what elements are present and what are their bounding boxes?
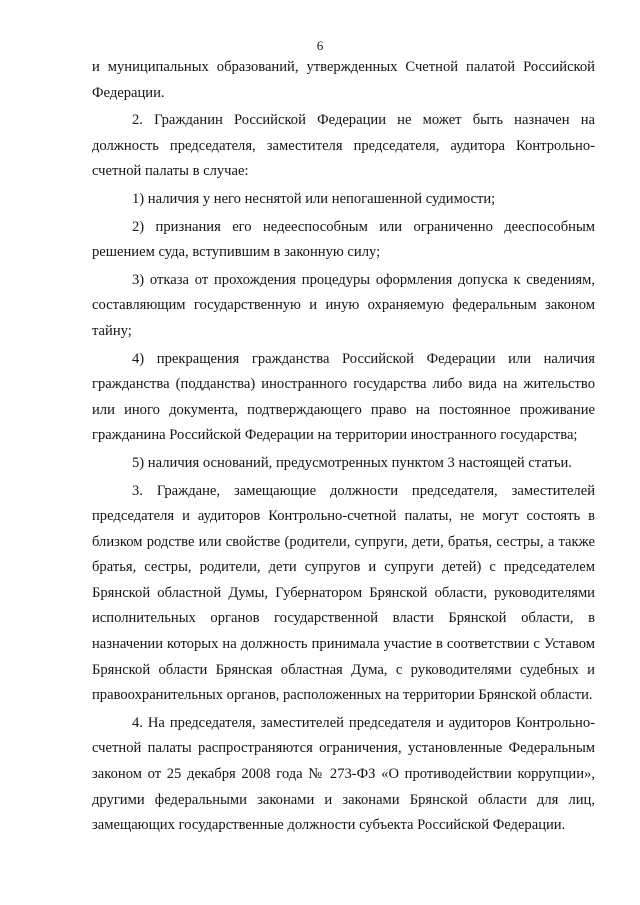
paragraph-continuation: и муниципальных образований, утвержденных Счетной палатой Российской Федерации. [92, 59, 595, 101]
paragraph-item-3: 3) отказа от прохождения процедуры оформления допуска к сведениям, составляющим государственную и иную охраняемую федеральным законом тайну; [92, 271, 595, 339]
body-text [92, 55, 595, 839]
paragraph-item-1: 1) наличия у него неснятой или непогашенной судимости; [132, 190, 496, 207]
paragraph-clause-3: 3. Граждане, замещающие должности председателя, заместителей председателя и аудиторов Контрольно-счетной палаты, не могут состоять в близком родстве или свойстве (родители, супруги, дети, братья, сестры, а также братья, сестры, родители, дети супругов и супруги детей) с председателем Брянской областной Думы, Губернатором Брянской области, руководителями исполнительных органов государственной власти Брянской области, в назначении которых на должность принимала участие в соответствии с Уставом Брянской области Брянская областная Дума, с руководителями судебных и правоохранительных органов, расположенных на территории Брянской области. [92, 482, 595, 704]
page-number: 6 [316, 38, 324, 53]
paragraph-clause-2: 2. Гражданин Российской Федерации не может быть назначен на должность председателя, заместителя председателя, аудитора Контрольно-счетной палаты в случае: [92, 112, 595, 180]
paragraph-item-5: 5) наличия оснований, предусмотренных пунктом 3 настоящей статьи. [132, 454, 572, 471]
paragraph-item-2: 2) признания его недееспособным или ограниченно дееспособным решением суда, вступившим в законную силу; [92, 218, 595, 261]
paragraph-item-4: 4) прекращения гражданства Российской Федерации или наличия гражданства (подданства) иностранного государства либо вида на жительство или иного документа, подтверждающего право на постоянное проживание гражданина Российской Федерации на территории иностранного государства; [92, 350, 595, 444]
paragraph-clause-4: 4. На председателя, заместителей председателя и аудиторов Контрольно-счетной палаты распространяются ограничения, установленные Федеральным законом от 25 декабря 2008 года № 273-ФЗ «О противодействии коррупции», другими федеральными законами и законами Брянской области для лиц, замещающих государственные должности субъекта Российской Федерации. [92, 714, 595, 834]
